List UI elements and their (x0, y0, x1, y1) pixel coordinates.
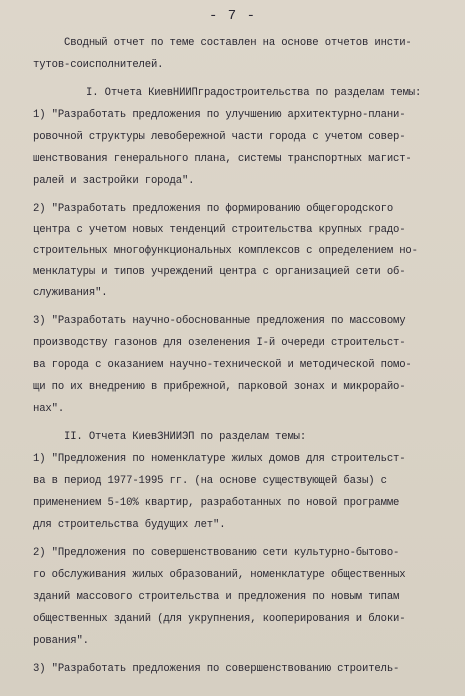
paragraph-line: менклатуры и типов учреждений центра с организацией сети об- (33, 266, 406, 278)
paragraph-line: рования". (33, 635, 89, 647)
paragraph-line: ва в период 1977-1995 гг. (на основе существующей базы) с (33, 475, 387, 487)
paragraph-line: 1) "Разработать предложения по улучшению архитектурно-плани- (33, 109, 406, 121)
section-heading: II. Отчета КиевЗНИИЭП по разделам темы: (64, 431, 307, 443)
paragraph-line: центра с учетом новых тенденций строительства крупных градо- (33, 224, 406, 236)
paragraph-line: ва города с оказанием научно-технической и методической помо- (33, 359, 412, 371)
paragraph-line: щи по их внедрению в прибрежной, парковой зонах и микрорайо- (33, 381, 406, 393)
paragraph-line: общественных зданий (для укрупнения, кооперирования и блоки- (33, 613, 406, 625)
paragraph-line: производству газонов для озеленения I-й очереди строительст- (33, 337, 406, 349)
section-heading: I. Отчета КиевНИИПградостроительства по разделам темы: (86, 87, 422, 99)
paragraph-line: 2) "Разработать предложения по формированию общегородского (33, 203, 394, 215)
paragraph-line: 2) "Предложения по совершенствованию сети культурно-бытово- (33, 547, 400, 559)
paragraph-line: для строительства будущих лет". (33, 519, 226, 531)
paragraph-line: ралей и застройки города". (33, 175, 195, 187)
paragraph-line: 1) "Предложения по номенклатуре жилых домов для строительст- (33, 453, 406, 465)
paragraph-line: служивания". (33, 287, 108, 299)
paragraph-line: го обслуживания жилых образований, номенклатуре общественных (33, 569, 406, 581)
page-number: - 7 - (208, 8, 256, 24)
paragraph-line: шенствования генерального плана, системы транспортных магист- (33, 153, 412, 165)
paragraph-line: применением 5-10% квартир, разработанных по новой программе (33, 497, 400, 509)
paragraph-line: ровочной структуры левобережной части города с учетом совер- (33, 131, 406, 143)
intro-line: тутов-соисполнителей. (33, 59, 164, 71)
intro-line: Сводный отчет по теме составлен на основе отчетов инсти- (64, 37, 412, 49)
paragraph-line: 3) "Разработать научно-обоснованные предложения по массовому (33, 315, 406, 327)
paragraph-line: зданий массового строительства и предложения по новым типам (33, 591, 400, 603)
paragraph-line: 3) "Разработать предложения по совершенствованию строитель- (33, 663, 400, 675)
paragraph-line: нах". (33, 403, 65, 415)
paragraph-line: строительных многофункциональных комплексов с определением но- (33, 245, 418, 257)
